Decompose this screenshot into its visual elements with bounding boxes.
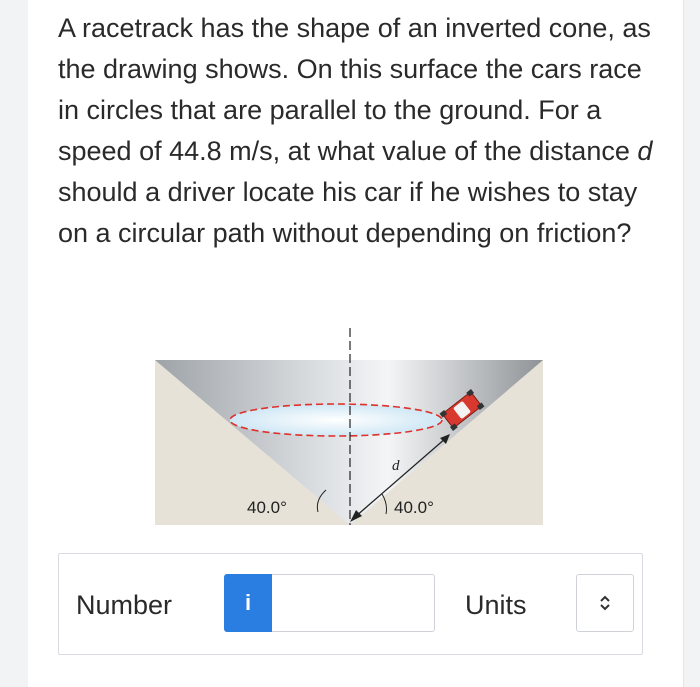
question-variable-d: d [637, 136, 653, 166]
distance-label: d [392, 458, 400, 474]
question-part2: should a driver locate his car if he wishes to stay on a circular path without depending on friction? [58, 177, 638, 248]
circular-path [230, 404, 442, 436]
question-part1: A racetrack has the shape of an inverted cone, as the drawing shows. On this surface the cars race in circles that are parallel to the ground. For a speed of 44.8 m/s, at what value of the distance [58, 13, 651, 166]
units-label: Units [465, 590, 527, 620]
question-text [58, 8, 658, 254]
updown-chevron-icon [598, 594, 612, 612]
left-margin [0, 0, 28, 687]
answer-box [58, 553, 643, 655]
racetrack-cone-figure [150, 320, 550, 530]
angle-label-right: 40.0° [394, 498, 434, 517]
scrollbar-track[interactable] [684, 0, 700, 687]
number-label: Number [76, 590, 173, 620]
units-select[interactable] [576, 574, 634, 632]
number-input[interactable] [272, 574, 435, 632]
angle-label-left: 40.0° [247, 498, 287, 517]
info-icon[interactable]: i [224, 574, 272, 632]
